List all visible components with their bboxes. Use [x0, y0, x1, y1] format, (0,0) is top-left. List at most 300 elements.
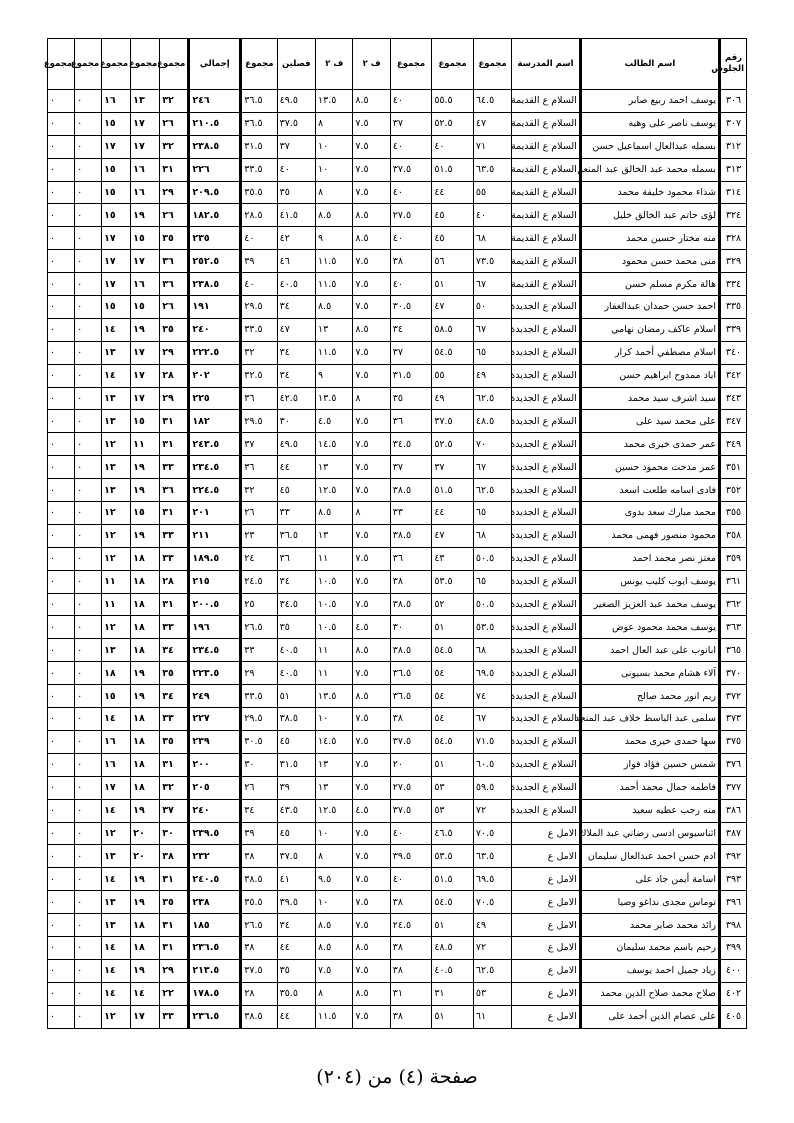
score-cell: ٧.٥: [353, 456, 390, 479]
score-cell: ٣١: [160, 433, 189, 456]
score-cell: ٣٣: [390, 502, 432, 525]
score-cell: ٠: [75, 891, 102, 914]
score-cell: ٠: [75, 90, 102, 113]
school-name-cell: السلام ع الجديدة: [512, 639, 581, 662]
school-name-cell: الامل ع: [512, 822, 581, 845]
table-row: [48, 135, 747, 158]
score-cell: ٥٢.٥: [432, 112, 474, 135]
score-cell: ١١.٥: [316, 1005, 353, 1028]
student-name-cell: فادى اسامه طلعت اسعد: [580, 479, 719, 502]
student-name-cell: لؤى حاتم عبد الخالق خليل: [580, 204, 719, 227]
score-cell: ٠: [48, 387, 75, 410]
seat-number-cell: ٣٧٢: [720, 685, 747, 708]
score-cell: ٠: [75, 593, 102, 616]
table-body: [48, 90, 747, 1029]
score-cell: ٣٥.٥: [277, 982, 315, 1005]
score-cell: ٤٧: [473, 112, 511, 135]
seat-number-cell: ٣٧٣: [720, 708, 747, 731]
seat-number-cell: ٣٢٨: [720, 227, 747, 250]
score-cell: ٤٧: [277, 318, 315, 341]
student-name-cell: سها حمدى خيرى محمد: [580, 730, 719, 753]
score-cell: ٠: [48, 341, 75, 364]
score-cell: ٢٩: [160, 341, 189, 364]
student-name-cell: اسلام مصطفي أحمد كرار: [580, 341, 719, 364]
score-cell: ٦٢.٥: [473, 479, 511, 502]
score-cell: ١٣: [102, 410, 131, 433]
score-cell: ١٨: [131, 936, 160, 959]
score-cell: ١٧٨.٥: [189, 982, 241, 1005]
score-cell: ٣٦: [390, 410, 432, 433]
score-cell: ٠: [75, 982, 102, 1005]
score-cell: ٤٠: [241, 273, 277, 296]
student-name-cell: يوسف ايوب كليب يونس: [580, 570, 719, 593]
score-cell: ١٤: [102, 799, 131, 822]
score-cell: ٥٢.٥: [432, 433, 474, 456]
column-header-15: مجموع: [48, 39, 75, 90]
score-cell: ٣٤.٥: [277, 593, 315, 616]
school-name-cell: السلام ع القديمة: [512, 90, 581, 113]
student-name-cell: توماس مجدى نداغو وصيا: [580, 891, 719, 914]
score-cell: ٣٥: [277, 181, 315, 204]
score-cell: ٢٠: [390, 753, 432, 776]
score-cell: ٨: [353, 502, 390, 525]
score-cell: ١٠: [316, 822, 353, 845]
score-cell: ١٠: [316, 135, 353, 158]
score-cell: ٤٧: [432, 296, 474, 319]
score-cell: ٣٥: [277, 959, 315, 982]
score-cell: ٨.٥: [353, 982, 390, 1005]
table-row: [48, 181, 747, 204]
student-name-cell: محمود منصور فهمى محمد: [580, 524, 719, 547]
table-row: [48, 1005, 747, 1028]
score-cell: ١٠.٥: [316, 570, 353, 593]
score-cell: ٣٥.٥: [241, 181, 277, 204]
score-cell: ١٥: [102, 181, 131, 204]
score-cell: ١٢: [102, 502, 131, 525]
school-name-cell: السلام ع القديمة: [512, 227, 581, 250]
score-cell: ٣٩: [241, 250, 277, 273]
student-name-cell: اثناسيوس ادسى رضاني عبد الملاك: [580, 822, 719, 845]
table-row: [48, 708, 747, 731]
score-cell: ١١: [131, 433, 160, 456]
score-cell: ١٧: [131, 341, 160, 364]
score-cell: ٥٠: [473, 296, 511, 319]
seat-number-cell: ٣٩٨: [720, 914, 747, 937]
score-cell: ٧.٥: [353, 845, 390, 868]
score-cell: ١٦: [131, 158, 160, 181]
score-cell: ٣٦: [241, 387, 277, 410]
score-cell: ٨.٥: [316, 914, 353, 937]
score-cell: ٧.٥: [353, 730, 390, 753]
seat-number-cell: ٣٦١: [720, 570, 747, 593]
score-cell: ٢٥: [241, 593, 277, 616]
school-name-cell: السلام ع القديمة: [512, 135, 581, 158]
school-name-cell: السلام ع الجديدة: [512, 318, 581, 341]
column-header-6: ف ٢: [353, 39, 390, 90]
score-cell: ٠: [75, 730, 102, 753]
school-name-cell: السلام ع الجديدة: [512, 753, 581, 776]
score-cell: ٤٠: [432, 135, 474, 158]
score-cell: ١٦: [102, 753, 131, 776]
column-header-14: مجموع: [75, 39, 102, 90]
score-cell: ١٤: [102, 318, 131, 341]
score-cell: ٣١: [432, 982, 474, 1005]
seat-number-cell: ٣٣٤: [720, 273, 747, 296]
score-cell: ٠: [48, 616, 75, 639]
score-cell: ٥٤: [432, 685, 474, 708]
score-cell: ١٠: [316, 891, 353, 914]
score-cell: ٦٤.٥: [473, 90, 511, 113]
score-cell: ٣٣: [160, 524, 189, 547]
table-row: [48, 639, 747, 662]
score-cell: ١٠.٥: [316, 616, 353, 639]
score-cell: ١٤: [102, 959, 131, 982]
score-cell: ٠: [75, 799, 102, 822]
score-cell: ٨: [316, 181, 353, 204]
score-cell: ٢٦.٥: [241, 914, 277, 937]
score-cell: ١٥: [102, 685, 131, 708]
score-cell: ٢٢٦: [189, 158, 241, 181]
score-cell: ٥٥: [432, 364, 474, 387]
school-name-cell: السلام ع القديمة: [512, 158, 581, 181]
score-cell: ٣١.٥: [390, 364, 432, 387]
score-cell: ٣٨.٥: [390, 639, 432, 662]
score-cell: ٨.٥: [353, 90, 390, 113]
student-name-cell: منه مختار حسين محمد: [580, 227, 719, 250]
seat-number-cell: ٣٩٣: [720, 868, 747, 891]
score-cell: ٣١: [160, 868, 189, 891]
school-name-cell: السلام ع الجديدة: [512, 570, 581, 593]
school-name-cell: السلام ع الجديدة: [512, 502, 581, 525]
score-cell: ٣٣: [277, 502, 315, 525]
score-cell: ٠: [48, 730, 75, 753]
score-cell: ٠: [75, 570, 102, 593]
score-cell: ٢٠: [131, 845, 160, 868]
score-cell: ٤٠.٥: [277, 639, 315, 662]
school-name-cell: السلام ع الجديدة: [512, 456, 581, 479]
score-cell: ٣١: [160, 502, 189, 525]
school-name-cell: السلام ع الجديدة: [512, 776, 581, 799]
score-cell: ٠: [75, 158, 102, 181]
table-row: [48, 318, 747, 341]
score-cell: ٢٥٢.٥: [189, 250, 241, 273]
score-cell: ٣٤: [390, 318, 432, 341]
page-footer: صفحة (٤) من (٢٠٤): [316, 1066, 478, 1088]
score-cell: ١٤: [102, 364, 131, 387]
score-cell: ٣٥: [160, 227, 189, 250]
score-cell: ١١.٥: [316, 250, 353, 273]
score-cell: ٠: [75, 776, 102, 799]
score-cell: ٣٧.٥: [390, 799, 432, 822]
score-cell: ٦٩.٥: [473, 662, 511, 685]
score-cell: ٣١.٥: [241, 135, 277, 158]
score-cell: ١٨: [131, 639, 160, 662]
student-name-cell: منه رجب عطيه سعيد: [580, 799, 719, 822]
score-cell: ٠: [48, 708, 75, 731]
score-cell: ٦٥: [473, 341, 511, 364]
seat-number-cell: ٣١٢: [720, 135, 747, 158]
table-row: [48, 982, 747, 1005]
table-row: [48, 753, 747, 776]
school-name-cell: السلام ع الجديدة: [512, 387, 581, 410]
score-cell: ١٣: [316, 776, 353, 799]
score-cell: ١١.٥: [316, 273, 353, 296]
score-cell: ٢٤٣.٥: [189, 433, 241, 456]
score-cell: ٢٣٤.٥: [189, 639, 241, 662]
score-cell: ٧٤: [473, 685, 511, 708]
score-cell: ١٩١: [189, 296, 241, 319]
score-cell: ٤.٥: [353, 799, 390, 822]
score-cell: ٣٦: [277, 547, 315, 570]
table-row: [48, 662, 747, 685]
score-cell: ١٨: [131, 616, 160, 639]
student-name-cell: زياد جميل احمد يوسف: [580, 959, 719, 982]
score-cell: ٢٢٢.٥: [189, 341, 241, 364]
score-cell: ٤٤: [277, 456, 315, 479]
score-cell: ٤٥: [277, 822, 315, 845]
score-cell: ٠: [48, 776, 75, 799]
score-cell: ٢٦: [160, 204, 189, 227]
score-cell: ٣٣.٥: [241, 685, 277, 708]
score-cell: ١٢: [102, 524, 131, 547]
score-cell: ٤٦: [277, 250, 315, 273]
table-row: [48, 524, 747, 547]
score-cell: ١١: [316, 639, 353, 662]
table-row: [48, 273, 747, 296]
school-name-cell: السلام ع القديمة: [512, 204, 581, 227]
score-cell: ٠: [75, 181, 102, 204]
score-cell: ٢٦: [241, 776, 277, 799]
score-cell: ١٩: [131, 662, 160, 685]
school-name-cell: السلام ع الجديدة: [512, 593, 581, 616]
score-cell: ٤٩: [432, 387, 474, 410]
score-cell: ١٩: [131, 318, 160, 341]
column-header-0: رقم الجلوس: [720, 39, 747, 90]
score-cell: ٠: [75, 250, 102, 273]
score-cell: ١٨٢.٥: [189, 204, 241, 227]
score-cell: ٠: [75, 936, 102, 959]
score-cell: ١٥: [131, 296, 160, 319]
score-cell: ٠: [48, 502, 75, 525]
score-cell: ٥١: [432, 914, 474, 937]
score-cell: ٠: [48, 822, 75, 845]
score-cell: ٣٧: [390, 112, 432, 135]
seat-number-cell: ٣٧٥: [720, 730, 747, 753]
score-cell: ٠: [48, 524, 75, 547]
score-cell: ٤٠.٥: [432, 959, 474, 982]
column-header-9: مجموع: [241, 39, 277, 90]
score-cell: ٠: [48, 639, 75, 662]
score-cell: ٣٤: [277, 570, 315, 593]
table-row: [48, 502, 747, 525]
score-cell: ٩.٥: [316, 868, 353, 891]
score-cell: ٠: [75, 364, 102, 387]
score-cell: ٣٨: [241, 845, 277, 868]
score-cell: ١٧: [102, 250, 131, 273]
score-cell: ٠: [75, 341, 102, 364]
score-cell: ٧.٥: [353, 1005, 390, 1028]
student-name-cell: احمد حسن حمدان عبدالغفار: [580, 296, 719, 319]
score-cell: ٣٤: [160, 685, 189, 708]
score-cell: ٧٣.٥: [473, 250, 511, 273]
score-cell: ٣٠: [241, 753, 277, 776]
score-cell: ٣١: [160, 936, 189, 959]
score-cell: ١٣: [102, 341, 131, 364]
score-cell: ٠: [75, 914, 102, 937]
score-cell: ٨.٥: [316, 296, 353, 319]
score-cell: ٠: [48, 570, 75, 593]
score-cell: ٣١.٥: [277, 753, 315, 776]
score-cell: ٢٤.٥: [390, 914, 432, 937]
score-cell: ٦٩.٥: [473, 868, 511, 891]
score-cell: ٣٨.٥: [390, 593, 432, 616]
column-header-4: مجموع: [432, 39, 474, 90]
seat-number-cell: ٣٧٠: [720, 662, 747, 685]
score-cell: ٣٦: [160, 273, 189, 296]
score-cell: ١٦: [131, 273, 160, 296]
score-cell: ١٣.٥: [316, 90, 353, 113]
score-cell: ٠: [75, 410, 102, 433]
score-cell: ٨.٥: [353, 639, 390, 662]
score-cell: ٧.٥: [353, 662, 390, 685]
student-name-cell: ابانوب على عبد العال احمد: [580, 639, 719, 662]
student-name-cell: ادم حسن احمد عبدالعال سليمان: [580, 845, 719, 868]
score-cell: ٤٣.٥: [277, 799, 315, 822]
score-cell: ٠: [75, 433, 102, 456]
column-header-11: مجموع: [160, 39, 189, 90]
student-name-cell: رائد محمد صابر محمد: [580, 914, 719, 937]
score-cell: ٣٥.٥: [241, 891, 277, 914]
school-name-cell: الامل ع: [512, 959, 581, 982]
table-row: [48, 776, 747, 799]
score-cell: ٣٩.٥: [390, 845, 432, 868]
score-cell: ٠: [75, 639, 102, 662]
student-name-cell: يوسف محمد محمود عوض: [580, 616, 719, 639]
score-cell: ٣٦: [160, 479, 189, 502]
score-cell: ٣٦: [390, 547, 432, 570]
student-name-cell: معتز نصر محمد احمد: [580, 547, 719, 570]
table-row: [48, 593, 747, 616]
score-cell: ٢٣٩: [189, 730, 241, 753]
score-cell: ٢٣٦.٥: [189, 1005, 241, 1028]
score-cell: ٢٩.٥: [241, 410, 277, 433]
table-row: [48, 799, 747, 822]
school-name-cell: السلام ع القديمة: [512, 181, 581, 204]
school-name-cell: السلام ع القديمة: [512, 273, 581, 296]
score-cell: ٥٣: [432, 776, 474, 799]
score-cell: ٣٨: [390, 959, 432, 982]
score-cell: ١٣: [102, 479, 131, 502]
seat-number-cell: ٤٠٢: [720, 982, 747, 1005]
score-cell: ٣٢: [160, 90, 189, 113]
score-cell: ١٥: [102, 296, 131, 319]
score-cell: ٧.٥: [353, 112, 390, 135]
score-cell: ٤٠: [277, 158, 315, 181]
score-cell: ٥٣.٥: [432, 845, 474, 868]
score-cell: ٠: [48, 158, 75, 181]
score-cell: ١٧: [131, 1005, 160, 1028]
score-cell: ٤١: [277, 868, 315, 891]
score-cell: ٠: [48, 547, 75, 570]
score-cell: ٣٥: [277, 616, 315, 639]
student-name-cell: رحيم باسم محمد سليمان: [580, 936, 719, 959]
score-cell: ١٣: [316, 524, 353, 547]
score-cell: ٢٩.٥: [241, 708, 277, 731]
score-cell: ١٢.٥: [316, 799, 353, 822]
student-name-cell: شمس حسين فؤاد فواز: [580, 753, 719, 776]
score-cell: ١٧: [102, 135, 131, 158]
score-cell: ٢٤٠: [189, 799, 241, 822]
score-cell: ١٠.٥: [316, 593, 353, 616]
column-header-7: ف ٢: [316, 39, 353, 90]
seat-number-cell: ٣٦٣: [720, 616, 747, 639]
score-cell: ٠: [75, 868, 102, 891]
school-name-cell: الامل ع: [512, 891, 581, 914]
score-cell: ١٣: [316, 456, 353, 479]
score-cell: ٦٧: [473, 273, 511, 296]
score-cell: ٥٠.٥: [473, 593, 511, 616]
score-cell: ٧.٥: [353, 296, 390, 319]
score-cell: ٠: [48, 364, 75, 387]
seat-number-cell: ٣٤٠: [720, 341, 747, 364]
score-cell: ٣٨.٥: [390, 479, 432, 502]
score-cell: ٢٨: [160, 570, 189, 593]
score-cell: ٢٦: [241, 502, 277, 525]
score-cell: ١٠: [316, 708, 353, 731]
score-cell: ٣٦: [241, 456, 277, 479]
seat-number-cell: ٣٣٥: [720, 296, 747, 319]
score-cell: ٦٧: [473, 708, 511, 731]
score-cell: ٢٠٩.٥: [189, 181, 241, 204]
student-name-cell: هالة مكرم مسلم حسن: [580, 273, 719, 296]
score-cell: ٣١: [160, 158, 189, 181]
score-cell: ٥١.٥: [432, 868, 474, 891]
score-cell: ٣٧: [390, 341, 432, 364]
score-cell: ١٣: [102, 845, 131, 868]
score-cell: ١٧: [131, 112, 160, 135]
score-cell: ٣٣: [160, 1005, 189, 1028]
score-cell: ١٥: [102, 158, 131, 181]
seat-number-cell: ٣٩٦: [720, 891, 747, 914]
seat-number-cell: ٣٤٧: [720, 410, 747, 433]
score-cell: ٥١.٥: [432, 479, 474, 502]
score-cell: ٨.٥: [353, 318, 390, 341]
score-cell: ٤.٥: [353, 616, 390, 639]
table-row: [48, 547, 747, 570]
score-cell: ٠: [75, 1005, 102, 1028]
table-row: [48, 730, 747, 753]
score-cell: ٤٩.٥: [277, 433, 315, 456]
score-cell: ٠: [75, 296, 102, 319]
score-cell: ٢٤: [241, 547, 277, 570]
score-cell: ٢٢٣.٥: [189, 662, 241, 685]
table-row: [48, 891, 747, 914]
score-cell: ٣٣: [160, 456, 189, 479]
score-cell: ٣٣.٥: [241, 158, 277, 181]
score-cell: ٣٤: [241, 799, 277, 822]
score-cell: ٠: [75, 135, 102, 158]
score-cell: ٧.٥: [353, 570, 390, 593]
score-cell: ٧.٥: [353, 433, 390, 456]
score-cell: ٢٤.٥: [241, 570, 277, 593]
score-cell: ١٤: [102, 936, 131, 959]
score-cell: ٤٤: [432, 502, 474, 525]
score-cell: ٢٦: [160, 112, 189, 135]
score-cell: ٠: [75, 708, 102, 731]
score-cell: ٤٩.٥: [277, 90, 315, 113]
score-cell: ٢٣: [241, 524, 277, 547]
seat-number-cell: ٣٥٩: [720, 547, 747, 570]
